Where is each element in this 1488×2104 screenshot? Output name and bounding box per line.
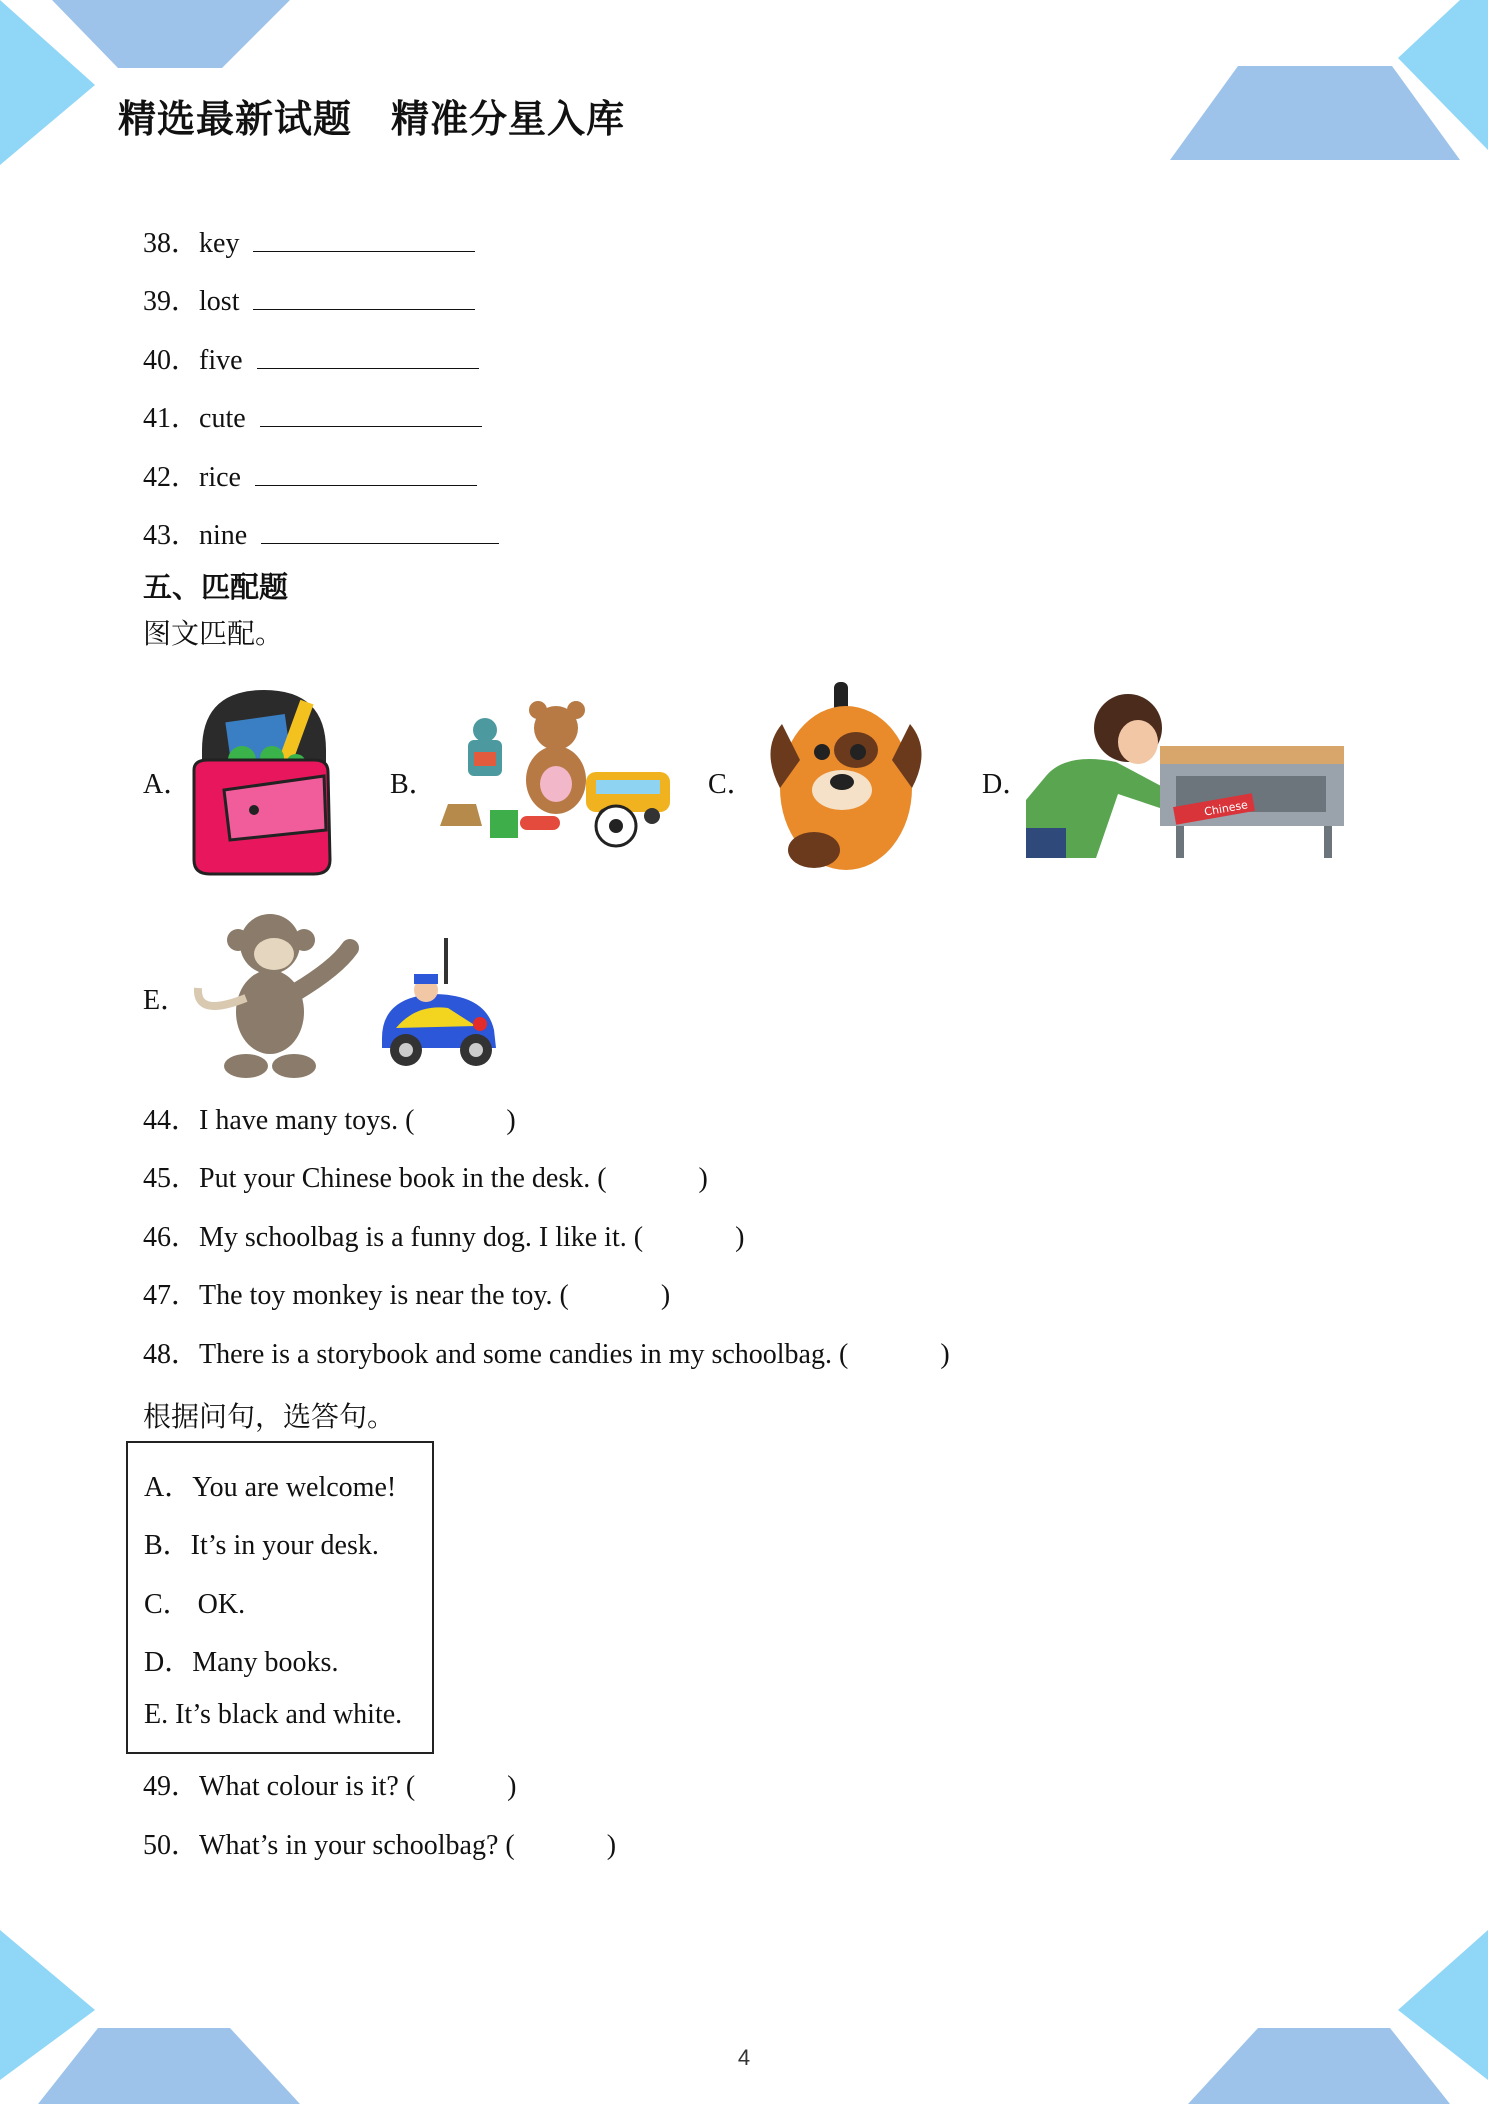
vocab-item: 38．key bbox=[143, 225, 475, 262]
vocab-item: 41．cute bbox=[143, 400, 482, 437]
top-right-decoration bbox=[1170, 0, 1488, 165]
page-number: 4 bbox=[737, 2045, 751, 2070]
vocab-item: 42．rice bbox=[143, 459, 477, 496]
option-letter: E． bbox=[143, 985, 189, 1016]
match-question: 47．The toy monkey is near the toy. ( ) bbox=[143, 1280, 671, 1311]
match-question: 48．There is a storybook and some candies in my schoolbag. ( ) bbox=[143, 1339, 950, 1370]
option-letter: C． bbox=[708, 769, 755, 800]
book-label: Chinese bbox=[1203, 798, 1249, 819]
answer-blank[interactable] bbox=[253, 283, 475, 310]
answer-option: D．Many books. bbox=[144, 1647, 339, 1678]
option-letter: A． bbox=[143, 769, 192, 800]
match-question: 46．My schoolbag is a funny dog. I like it. ( ) bbox=[143, 1222, 745, 1253]
answer-blank[interactable] bbox=[261, 517, 499, 544]
monkey-and-car-picture bbox=[186, 908, 508, 1082]
dialogue-question: 49．What colour is it? ( ) bbox=[143, 1771, 517, 1802]
dialogue-question: 50．What’s in your schoolbag? ( ) bbox=[143, 1830, 617, 1861]
option-letter: D． bbox=[982, 769, 1031, 800]
section-instruction: 图文匹配。 bbox=[143, 617, 284, 650]
answer-blank[interactable] bbox=[253, 225, 475, 252]
vocab-item: 39．lost bbox=[143, 283, 475, 320]
answer-blank[interactable] bbox=[260, 400, 482, 427]
vocab-item: 40．five bbox=[143, 342, 479, 379]
header-title: 精选最新试题 精准分星入库 bbox=[118, 97, 626, 141]
answer-option: A．You are welcome! bbox=[144, 1472, 397, 1503]
option-letter: B． bbox=[390, 769, 437, 800]
schoolbag-picture bbox=[184, 680, 344, 880]
answer-option: C． OK. bbox=[144, 1589, 246, 1620]
answer-blank[interactable] bbox=[255, 459, 477, 486]
answer-blank[interactable] bbox=[257, 342, 479, 369]
answer-option: E. It’s black and white. bbox=[144, 1699, 403, 1730]
toys-picture bbox=[436, 700, 680, 852]
section-title: 五、匹配题 bbox=[143, 570, 289, 604]
vocab-item: 43．nine bbox=[143, 517, 499, 554]
boy-desk-book-picture bbox=[1026, 690, 1346, 858]
match-question: 44．I have many toys. ( ) bbox=[143, 1105, 516, 1136]
answer-option: B．It’s in your desk. bbox=[144, 1530, 379, 1561]
match-question: 45．Put your Chinese book in the desk. ( ) bbox=[143, 1163, 708, 1194]
bottom-left-decoration bbox=[0, 1930, 320, 2104]
dog-schoolbag-picture bbox=[764, 680, 928, 876]
bottom-right-decoration bbox=[1168, 1930, 1488, 2104]
answer-options-box bbox=[126, 1441, 434, 1754]
section-instruction: 根据问句，选答句。 bbox=[143, 1400, 396, 1433]
